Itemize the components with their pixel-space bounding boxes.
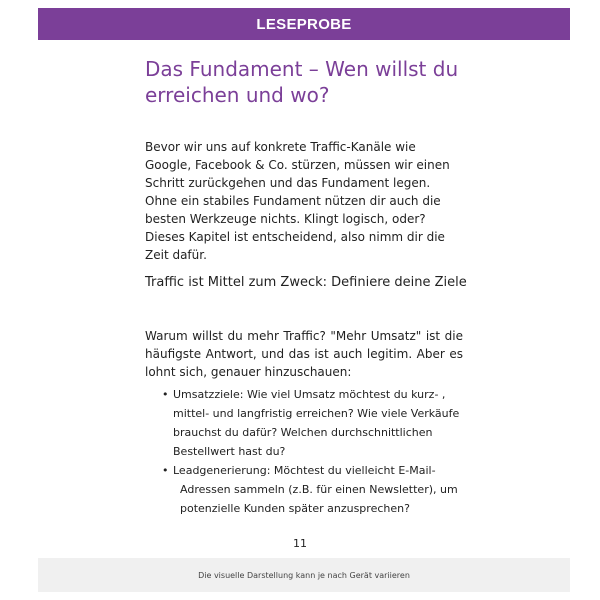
bullet-text: Leadgenerierung: Möchtest du vielleicht E-Mail-Adressen sammeln (z.B. für einen Newsletter), um potenzielle Kunden später anzusprechen? bbox=[173, 464, 458, 515]
chapter-title: Das Fundament – Wen willst du erreichen und wo? bbox=[145, 57, 459, 107]
bullet-text: Umsatzziele: Wie viel Umsatz möchtest du kurz- , mittel- und langfristig erreichen? Wie viele Verkäufe brauchst du dafür? Welchen durchschnittlichen Bestellwert hast du? bbox=[173, 388, 460, 458]
footer-note-bar bbox=[38, 558, 570, 592]
list-item bbox=[160, 385, 460, 461]
leseprobe-banner bbox=[38, 8, 570, 40]
banner-label: LESEPROBE bbox=[256, 15, 352, 33]
section-paragraph: Warum willst du mehr Traffic? "Mehr Umsatz" ist die häufigste Antwort, und das ist auch legitim. Aber es lohnt sich, genauer hinzuschauen: bbox=[145, 329, 463, 379]
page-number: 11 bbox=[293, 537, 307, 550]
bullet-dot-icon: • bbox=[162, 388, 169, 401]
section-heading: Traffic ist Mittel zum Zweck: Definiere deine Ziele bbox=[145, 275, 467, 290]
bullet-dot-icon: • bbox=[162, 464, 169, 477]
goals-bullet-list bbox=[160, 385, 460, 518]
intro-paragraph: Bevor wir uns auf konkrete Traffic-Kanäle wie Google, Facebook & Co. stürzen, müssen wir einen Schritt zurückgehen und das Fundament legen. Ohne ein stabiles Fundament nützen dir auch die besten Werkzeuge nichts. Klingt logisch, oder? Dieses Kapitel ist entscheidend, also nimm dir die Zeit dafür. bbox=[145, 140, 450, 262]
list-item bbox=[160, 461, 460, 518]
footer-note: Die visuelle Darstellung kann je nach Gerät variieren bbox=[198, 570, 410, 580]
